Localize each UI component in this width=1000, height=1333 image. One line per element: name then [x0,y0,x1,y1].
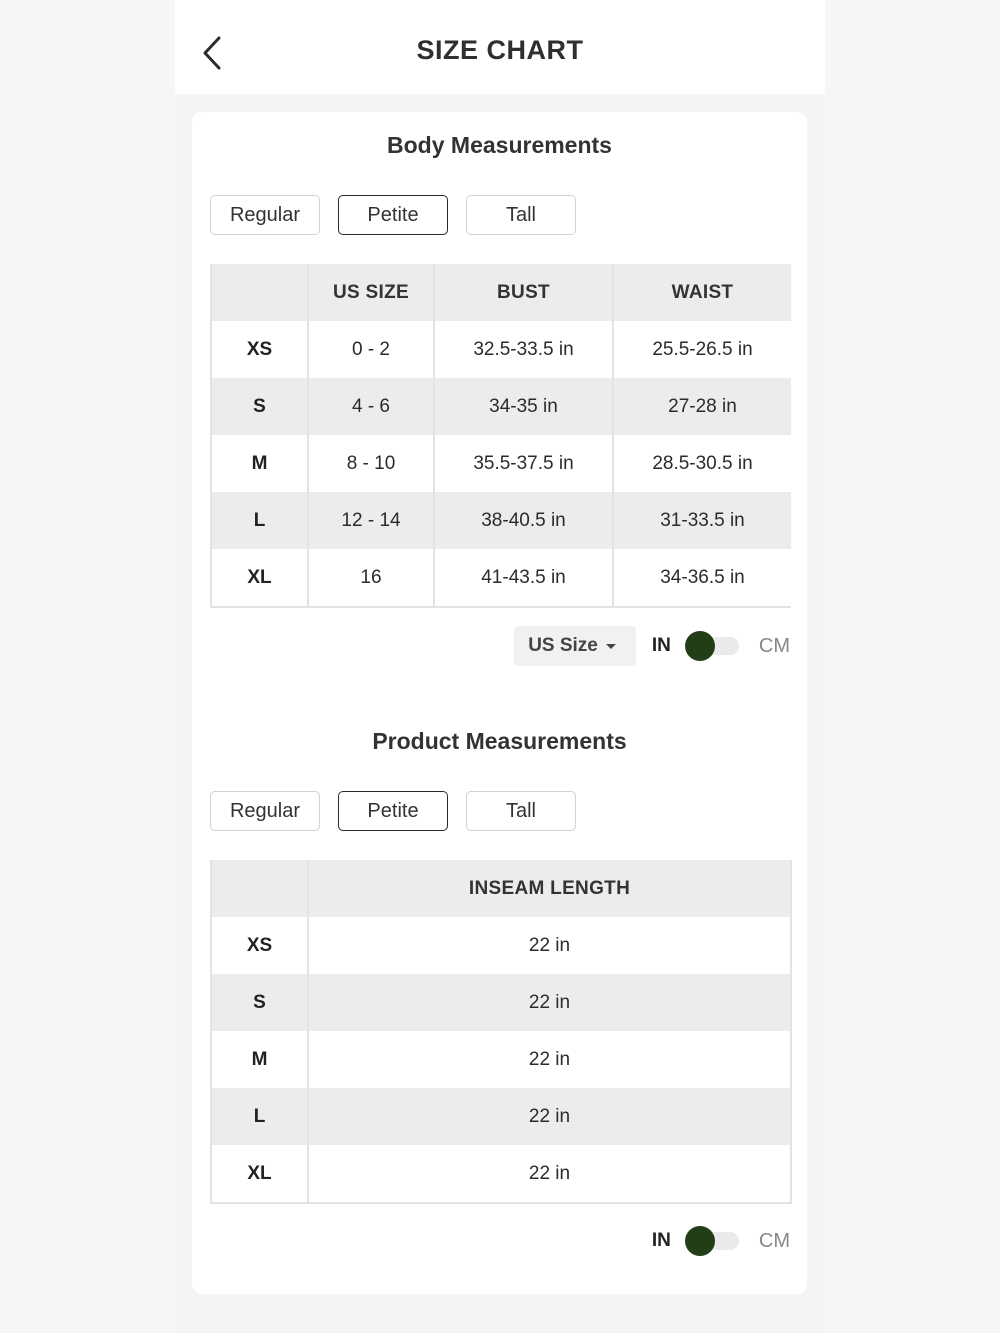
table-cell: 0 - 2 [308,321,434,378]
table-row [211,1145,791,1203]
table-cell: 22 in [308,1031,791,1088]
table-cell: 32.5-33.5 in [434,321,613,378]
table-row [211,1088,791,1145]
table-cell: 8 - 10 [308,435,434,492]
table-row [211,974,791,1031]
body-unit-controls [514,626,790,666]
table-row [211,917,791,974]
size-system-label: US Size [528,635,598,656]
toggle-knob [685,1226,715,1256]
size-chart-screen [175,0,825,1333]
product-tab-regular[interactable]: Regular [210,791,320,831]
product-unit-controls [652,1226,790,1256]
body-unit-toggle[interactable] [685,631,741,661]
table-cell: 41-43.5 in [434,549,613,607]
table-row [211,321,791,378]
size-cell: XS [211,917,308,974]
table-cell: 35.5-37.5 in [434,435,613,492]
table-cell: 22 in [308,917,791,974]
column-header: WAIST [613,264,791,321]
unit-in-label: IN [651,635,671,656]
product-measurements-title: Product Measurements [372,728,627,754]
column-header: BUST [434,264,613,321]
size-cell: XS [211,321,308,378]
table-cell: 27-28 in [613,378,791,435]
table-cell: 34-36.5 in [613,549,791,607]
caret-down-icon [606,644,616,649]
size-cell: S [211,974,308,1031]
table-cell: 38-40.5 in [434,492,613,549]
size-cell: M [211,435,308,492]
body-fit-tabs [210,195,576,235]
column-header: INSEAM LENGTH [308,860,791,917]
table-header-row [211,860,791,917]
size-cell: S [211,378,308,435]
table-cell: 22 in [308,1088,791,1145]
body-tab-petite[interactable]: Petite [338,195,448,235]
size-cell: M [211,1031,308,1088]
table-row [211,378,791,435]
header [175,0,825,94]
table-cell: 12 - 14 [308,492,434,549]
body-measurements-title: Body Measurements [387,132,612,158]
table-cell: 22 in [308,974,791,1031]
product-measurements-table [210,860,792,1204]
body-tab-regular[interactable]: Regular [210,195,320,235]
column-header: US SIZE [308,264,434,321]
product-tab-petite[interactable]: Petite [338,791,448,831]
table-cell: 25.5-26.5 in [613,321,791,378]
column-header [211,264,308,321]
product-unit-toggle[interactable] [685,1226,741,1256]
size-cell: L [211,1088,308,1145]
product-fit-tabs [210,791,576,831]
body-tab-tall[interactable]: Tall [466,195,576,235]
size-cell: L [211,492,308,549]
body-measurements-table [210,264,791,608]
toggle-knob [685,631,715,661]
table-row [211,1031,791,1088]
page-title: SIZE CHART [416,35,584,65]
unit-cm-label: CM [758,634,790,657]
table-cell: 4 - 6 [308,378,434,435]
unit-in-label: IN [651,1230,671,1251]
table-cell: 31-33.5 in [613,492,791,549]
size-cell: XL [211,1145,308,1203]
column-header [211,860,308,917]
table-row [211,492,791,549]
unit-cm-label: CM [758,1229,790,1252]
table-header-row [211,264,791,321]
table-cell: 22 in [308,1145,791,1203]
table-cell: 16 [308,549,434,607]
table-cell: 34-35 in [434,378,613,435]
size-chart-card [192,112,807,1294]
size-system-dropdown[interactable] [514,626,636,666]
size-cell: XL [211,549,308,607]
product-tab-tall[interactable]: Tall [466,791,576,831]
table-row [211,549,791,607]
table-row [211,435,791,492]
table-cell: 28.5-30.5 in [613,435,791,492]
